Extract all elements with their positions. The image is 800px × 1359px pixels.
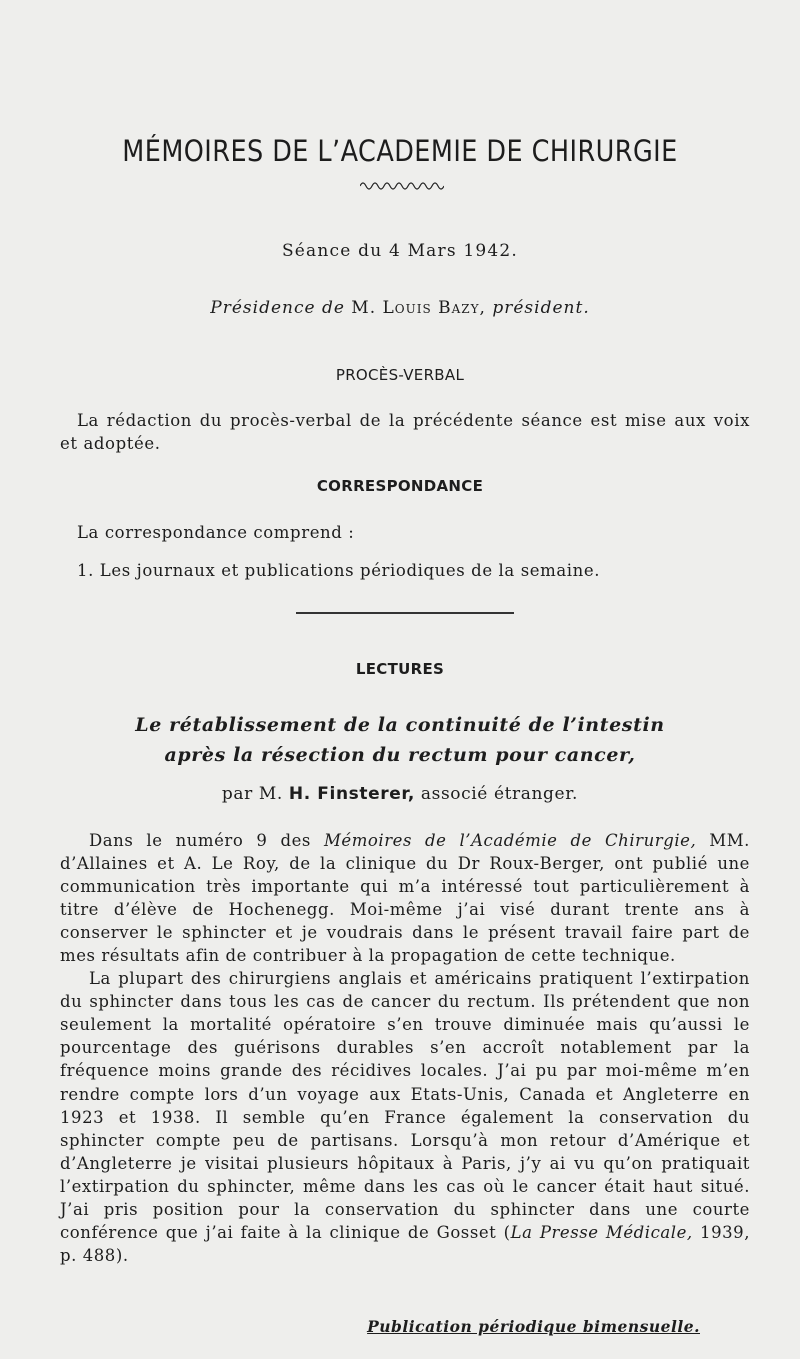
paragraph-2: [60, 967, 750, 1267]
proces-verbal-text: La rédaction du procès-verbal de la précédente séance est mise aux voix et adoptée.: [60, 411, 750, 453]
article-title: [0, 710, 800, 770]
article-title-line-1: Le rétablissement de la continuité de l’intestin: [135, 714, 665, 736]
president-suffix: président.: [492, 298, 590, 318]
correspondance-item: 1. Les journaux et publications périodiques de la semaine.: [77, 561, 601, 580]
article-byline: [0, 784, 800, 804]
session-date: Séance du 4 Mars 1942.: [281, 241, 519, 261]
proces-verbal-heading: PROCÈS-VERBAL: [335, 366, 465, 384]
lectures-heading: LECTURES: [355, 660, 445, 678]
presidence-line: [0, 298, 800, 318]
byline-suffix: associé étranger.: [420, 784, 579, 804]
presidence-prefix: Présidence de: [210, 298, 345, 318]
president-name: M. Louis Bazy,: [351, 298, 486, 318]
journal-reference-2: La Presse Médicale,: [510, 1222, 693, 1242]
section-divider: [296, 612, 514, 614]
paragraph-1-text-a: Dans le numéro 9 des: [89, 831, 324, 850]
journal-reference: Mémoires de l’Académie de Chirurgie,: [323, 831, 697, 850]
ornament-wavy-rule: [360, 178, 444, 190]
correspondance-intro: La correspondance comprend :: [77, 523, 355, 542]
article-body: [60, 829, 750, 1267]
paragraph-1: [60, 829, 750, 967]
journal-title: MÉMOIRES DE L’ACADEMIE DE CHIRURGIE: [122, 134, 678, 168]
author-name: H. Finsterer,: [288, 784, 415, 804]
correspondance-heading: CORRESPONDANCE: [316, 477, 484, 495]
footer-publication-note: Publication périodique bimensuelle.: [367, 1317, 700, 1336]
paragraph-2-text-a: La plupart des chirurgiens anglais et américains pratiquent l’extirpation du sphincter dans tous les cas de cancer du rectum. Ils prétendent que non seulement la mortalité opératoire s’en trouve diminuée mais qu’aussi le pourcentage des guérisons durables s’en accroît notablement par la fréquence moins grande des récidives locales. J’ai pu par moi-même m’en rendre compte lors d’un voyage aux Etats-Unis, Canada et Angleterre en 1923 et 1938. Il semble qu’en France également la conservation du sphincter compte peu de partisans. Lorsqu’à mon retour d’Amérique et d’Angleterre je visitai plusieurs hôpitaux à Paris, j’y ai vu qu’on pratiquait l’extirpation du sphincter, même dans les cas où le cancer était haut situé. J’ai pris position pour la conservation du sphincter dans une courte conférence que j’ai faite à la clinique de Gosset (: [60, 969, 750, 1242]
paragraph-1-text-b: MM. d’Allaines et A. Le Roy, de la clinique du Dr Roux-Berger, ont publié une communication très importante qui m’a intéressé tout particulièrement à titre d’élève de Hochenegg. Moi-même j’ai visé durant trente ans à conserver le sphincter et je voudrais dans le présent travail faire part de mes résultats afin de contribuer à la propagation de cette technique.: [60, 831, 750, 966]
byline-prefix: par M.: [221, 784, 283, 804]
paragraph-2-text-b: 1939, p. 488).: [60, 1222, 751, 1265]
article-title-line-2: après la résection du rectum pour cancer,: [164, 744, 636, 766]
